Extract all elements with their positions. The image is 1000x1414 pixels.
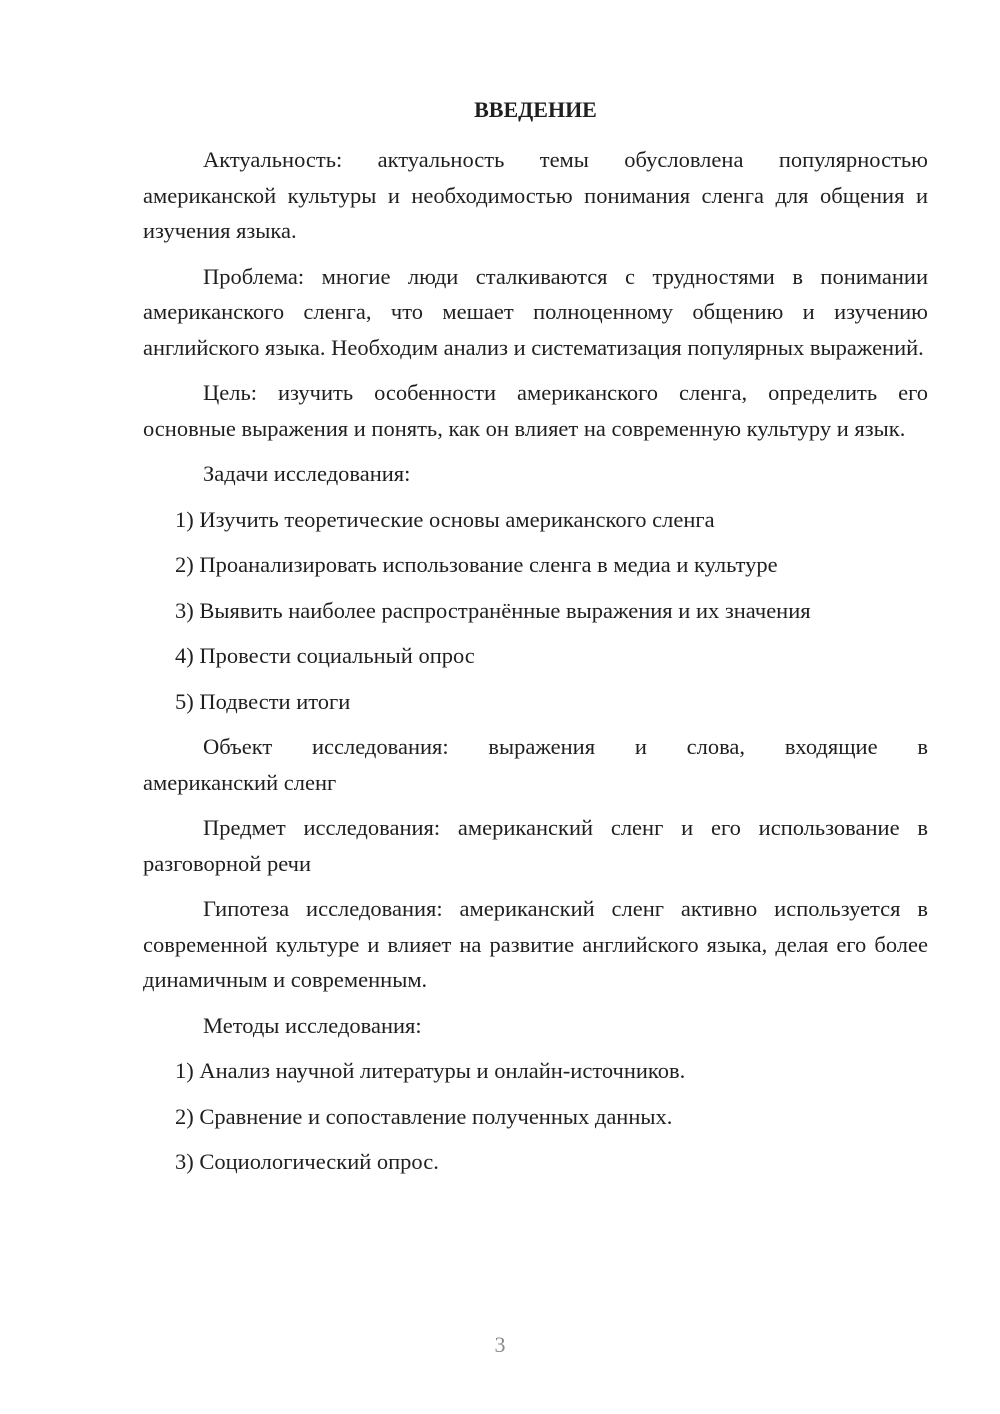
page-number: 3	[494, 1332, 506, 1357]
relevance-paragraph: Актуальность: актуальность темы обусловлена популярностью американской культуры и необходимостью понимания сленга для общения и изучения языка.	[143, 147, 928, 243]
object-word: и	[634, 734, 647, 759]
object-word: Объект	[203, 734, 273, 759]
method-item: 2) Сравнение и сопоставление полученных данных.	[175, 1103, 673, 1129]
tasks-heading: Задачи исследования:	[203, 461, 411, 486]
object-continuation: американский сленг	[143, 769, 337, 795]
task-item: 5) Подвести итоги	[175, 688, 351, 714]
object-word: в	[917, 734, 928, 759]
task-item: 3) Выявить наиболее распространённые выражения и их значения	[175, 597, 811, 623]
document-page	[143, 92, 928, 1190]
methods-heading: Методы исследования:	[203, 1012, 422, 1038]
task-item: 4) Провести социальный опрос	[175, 643, 475, 668]
object-word: выражения	[488, 734, 596, 759]
object-word: исследования:	[312, 734, 449, 759]
object-paragraph	[143, 729, 928, 800]
task-item: 1) Изучить теоретические основы американского сленга	[175, 506, 715, 532]
page-title: ВВЕДЕНИЕ	[474, 97, 597, 122]
method-item: 3) Социологический опрос.	[175, 1149, 439, 1174]
method-item: 1) Анализ научной литературы и онлайн-источников.	[175, 1058, 686, 1083]
hypothesis-paragraph: Гипотеза исследования: американский сленг активно используется в современной культуре и влияет на развитие английского языка, делая его более динамичным и современным.	[143, 896, 928, 992]
object-word: слова,	[686, 734, 746, 759]
subject-paragraph: Предмет исследования: американский сленг и его использование в разговорной речи	[143, 815, 928, 876]
problem-paragraph: Проблема: многие люди сталкиваются с трудностями в понимании американского сленга, что мешает полноценному общению и изучению английского языка. Необходим анализ и систематизация популярных выражений.	[143, 263, 928, 360]
object-first-line	[143, 729, 928, 765]
task-item: 2) Проанализировать использование сленга в медиа и культуре	[175, 552, 778, 577]
object-word: входящие	[784, 734, 878, 759]
goal-paragraph: Цель: изучить особенности американского сленга, определить его основные выражения и понять, как он влияет на современную культуру и язык.	[143, 380, 928, 441]
